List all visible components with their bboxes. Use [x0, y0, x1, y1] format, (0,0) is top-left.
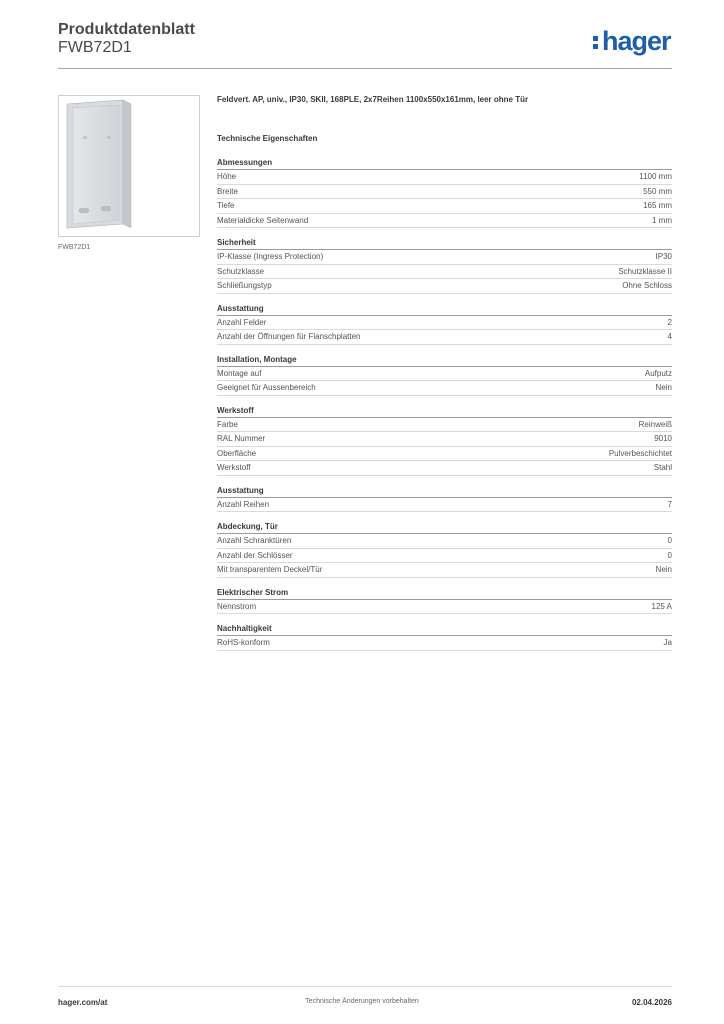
spec-label: Anzahl der Öffnungen für Flanschplatten — [217, 332, 361, 341]
spec-label: Materialdicke Seitenwand — [217, 215, 309, 225]
spec-row — [217, 461, 672, 476]
spec-section — [217, 303, 672, 345]
spec-row — [217, 600, 672, 615]
footer-divider — [58, 986, 672, 987]
spec-section — [217, 237, 672, 294]
spec-value: 0 — [667, 550, 672, 560]
spec-label: IP-Klasse (Ingress Protection) — [217, 252, 324, 261]
product-image-caption: FWB72D1 — [58, 244, 91, 251]
spec-row — [217, 418, 672, 433]
section-title: Installation, Montage — [217, 354, 672, 367]
spec-row — [217, 549, 672, 564]
spec-row — [217, 381, 672, 396]
spec-value: IP30 — [655, 252, 672, 261]
section-title: Abmessungen — [217, 157, 672, 170]
spec-row — [217, 534, 672, 549]
spec-label: Anzahl Schranktüren — [217, 536, 292, 545]
product-details — [217, 95, 672, 660]
spec-value: 550 mm — [643, 186, 672, 196]
spec-label: Anzahl Felder — [217, 317, 267, 327]
product-image — [58, 95, 200, 237]
brand-name: hager — [602, 25, 671, 56]
spec-label: Montage auf — [217, 368, 262, 378]
footer-website: hager.com/at — [58, 998, 108, 1007]
header-divider — [58, 68, 672, 69]
spec-section — [217, 485, 672, 513]
spec-value: 9010 — [654, 434, 672, 443]
spec-value: Stahl — [653, 463, 672, 472]
spec-label: Mit transparentem Deckel/Tür — [217, 565, 323, 574]
spec-row — [217, 498, 672, 513]
spec-row — [217, 265, 672, 280]
spec-label: Anzahl der Schlösser — [217, 550, 293, 560]
spec-row — [217, 432, 672, 447]
spec-section — [217, 587, 672, 615]
spec-section — [217, 521, 672, 578]
footer-notice: Technische Änderungen vorbehalten — [305, 998, 419, 1005]
spec-label: Anzahl Reihen — [217, 499, 270, 509]
enclosure-icon — [59, 96, 199, 236]
spec-label: Breite — [217, 186, 238, 196]
spec-section — [217, 157, 672, 228]
spec-row — [217, 330, 672, 345]
spec-row — [217, 316, 672, 331]
spec-label: Geeignet für Aussenbereich — [217, 383, 316, 392]
footer-date: 02.04.2026 — [631, 998, 672, 1007]
product-description: Feldvert. AP, univ., IP30, SKII, 168PLE, 2x7Reihen 1100x550x161mm, leer ohne Tür — [217, 95, 529, 104]
spec-value: Ja — [663, 638, 672, 647]
spec-row — [217, 447, 672, 462]
spec-value: Schutzklasse II — [618, 266, 672, 276]
spec-value: 2 — [667, 317, 672, 327]
spec-value: 4 — [667, 332, 672, 341]
tech-properties-title: Technische Eigenschaften — [217, 134, 318, 143]
spec-section — [217, 405, 672, 476]
spec-value: Nein — [655, 565, 672, 574]
section-title: Werkstoff — [217, 405, 672, 418]
spec-label: Höhe — [217, 172, 237, 181]
spec-value: 0 — [667, 536, 672, 545]
spec-sections — [217, 157, 672, 651]
spec-row — [217, 563, 672, 578]
spec-row — [217, 199, 672, 214]
product-code: FWB72D1 — [58, 39, 132, 56]
section-title: Abdeckung, Tür — [217, 521, 672, 534]
spec-value: Pulverbeschichtet — [608, 448, 672, 458]
spec-value: Reinweiß — [638, 419, 672, 429]
spec-value: 1 mm — [652, 215, 672, 225]
spec-label: RAL Nummer — [217, 434, 266, 443]
spec-value: Nein — [655, 383, 672, 392]
spec-section — [217, 354, 672, 396]
section-title: Sicherheit — [217, 237, 672, 250]
spec-label: Nennstrom — [217, 601, 257, 611]
section-title: Ausstattung — [217, 303, 672, 316]
spec-label: Schutzklasse — [217, 266, 265, 276]
spec-row — [217, 367, 672, 382]
spec-value: 165 mm — [643, 201, 672, 210]
spec-row — [217, 185, 672, 200]
page-title: Produktdatenblatt — [58, 21, 195, 38]
spec-row — [217, 170, 672, 185]
spec-label: Farbe — [217, 419, 238, 429]
spec-value: 1100 mm — [639, 172, 672, 181]
spec-row — [217, 250, 672, 265]
spec-label: RoHS-konform — [217, 638, 270, 647]
spec-row — [217, 214, 672, 229]
spec-value: 125 A — [651, 601, 672, 611]
logo-dots-icon — [592, 30, 602, 52]
spec-value: Aufputz — [644, 368, 672, 378]
section-title: Elektrischer Strom — [217, 587, 672, 600]
spec-label: Oberfläche — [217, 448, 257, 458]
spec-section — [217, 623, 672, 651]
spec-row — [217, 279, 672, 294]
spec-label: Werkstoff — [217, 463, 251, 472]
spec-row — [217, 636, 672, 651]
spec-label: Schließungstyp — [217, 281, 272, 290]
section-title: Nachhaltigkeit — [217, 623, 672, 636]
spec-value: 7 — [667, 499, 672, 509]
spec-value: Ohne Schloss — [622, 281, 672, 290]
spec-label: Tiefe — [217, 201, 235, 210]
brand-logo — [592, 26, 671, 56]
section-title: Ausstattung — [217, 485, 672, 498]
